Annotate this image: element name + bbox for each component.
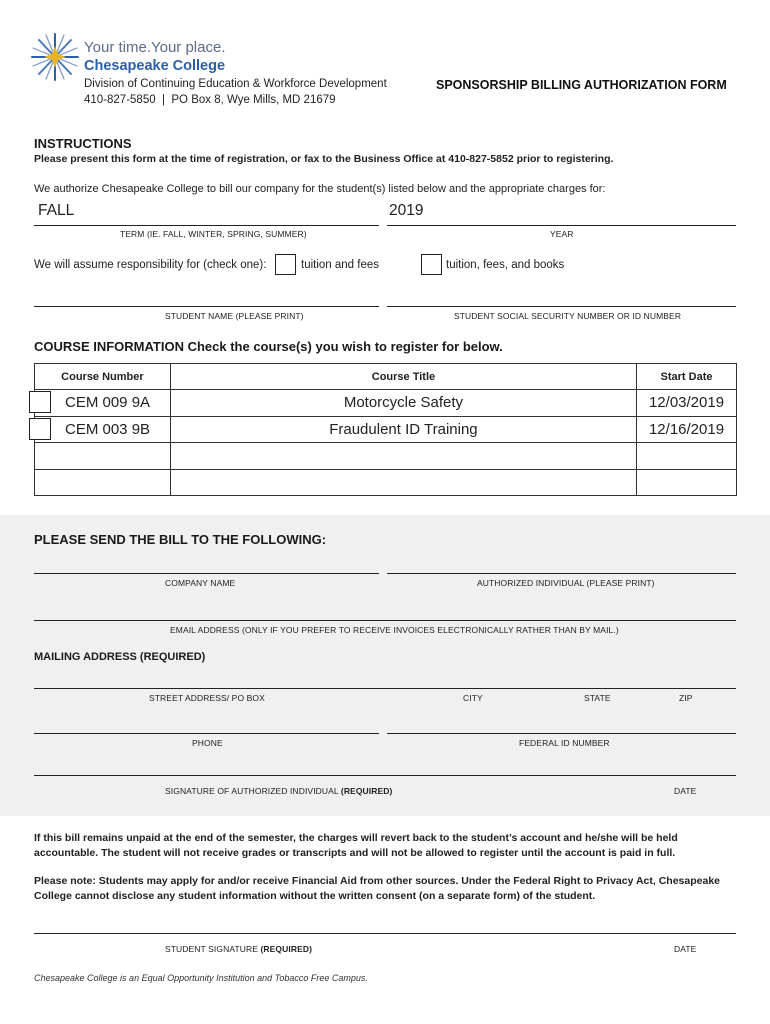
authorized-signature-required: (REQUIRED)	[340, 786, 393, 796]
authorized-signature-date-label: DATE	[674, 786, 697, 796]
logo-college-name: Chesapeake College	[84, 58, 226, 74]
college-logo	[30, 32, 80, 82]
zip-label: ZIP	[679, 693, 693, 703]
start-date-cell[interactable]: 12/03/2019	[637, 390, 737, 417]
year-line	[387, 225, 736, 226]
course-title-cell[interactable]: Motorcycle Safety	[170, 390, 636, 417]
table-row	[35, 469, 737, 496]
year-value[interactable]: 2019	[389, 202, 424, 219]
student-signature-label	[165, 944, 312, 954]
company-name-line	[34, 573, 379, 574]
column-header-course-number: Course Number	[35, 364, 171, 390]
authorized-signature-line	[34, 775, 736, 776]
table-row	[35, 443, 737, 470]
authorized-individual-label: AUTHORIZED INDIVIDUAL (PLEASE PRINT)	[477, 578, 655, 588]
footer-text: Chesapeake College is an Equal Opportunity Institution and Tobacco Free Campus.	[34, 973, 368, 983]
start-date-cell[interactable]: 12/16/2019	[637, 416, 737, 443]
phone-line	[34, 733, 379, 734]
course-info-heading: COURSE INFORMATION Check the course(s) you wish to register for below.	[34, 339, 503, 354]
billing-section	[0, 515, 770, 816]
division-name: Division of Continuing Education & Workforce Development	[84, 78, 387, 90]
email-line	[34, 620, 736, 621]
tuition-fees-books-option: tuition, fees, and books	[446, 259, 565, 271]
tuition-fees-checkbox[interactable]	[275, 254, 296, 275]
street-address-line	[34, 688, 736, 689]
student-signature-label-text: STUDENT SIGNATURE	[165, 944, 259, 954]
term-line	[34, 225, 379, 226]
company-name-label: COMPANY NAME	[165, 578, 236, 588]
form-title: SPONSORSHIP BILLING AUTHORIZATION FORM	[436, 78, 727, 92]
column-header-start-date: Start Date	[637, 364, 737, 390]
authorized-signature-label-text: SIGNATURE OF AUTHORIZED INDIVIDUAL	[165, 786, 339, 796]
student-ssn-label: STUDENT SOCIAL SECURITY NUMBER OR ID NUMBER	[454, 311, 682, 321]
responsibility-label: We will assume responsibility for (check one):	[34, 259, 267, 271]
phone-label: PHONE	[192, 738, 223, 748]
unpaid-notice: If this bill remains unpaid at the end of the semester, the charges will revert back to the student’s account and he/she will be held accountable. The student will not receive grades or transcripts and will not be allowed to register until the account is paid in full.	[34, 832, 678, 859]
mailing-address-heading: MAILING ADDRESS (REQUIRED)	[34, 651, 206, 663]
city-label: CITY	[463, 693, 483, 703]
federal-id-line	[387, 733, 736, 734]
student-name-label: STUDENT NAME (PLEASE PRINT)	[165, 311, 304, 321]
contact-info: 410-827-5850 | PO Box 8, Wye Mills, MD 21679	[84, 94, 336, 106]
course-checkbox-1[interactable]	[29, 391, 51, 413]
start-date-cell[interactable]	[637, 443, 737, 470]
student-signature-required: (REQUIRED)	[260, 944, 313, 954]
course-title-cell[interactable]	[170, 469, 636, 496]
authorize-text: We authorize Chesapeake College to bill our company for the student(s) listed below and the appropriate charges for:	[34, 183, 606, 195]
instructions-text: Please present this form at the time of registration, or fax to the Business Office at 410-827-5852 prior to registering.	[34, 153, 614, 165]
logo-tagline: Your time.Your place.	[84, 39, 226, 56]
table-row	[35, 416, 737, 443]
course-title-cell[interactable]: Fraudulent ID Training	[170, 416, 636, 443]
authorized-signature-label	[165, 786, 392, 796]
authorized-individual-line	[387, 573, 736, 574]
course-number-cell[interactable]: CEM 003 9B	[35, 416, 171, 443]
privacy-notice: Please note: Students may apply for and/or receive Financial Aid from other sources. Under the Federal Right to Privacy Act, Chesapeake College cannot disclose any student information without the written consent (on a separate form) of the student.	[34, 875, 721, 902]
course-table	[34, 363, 737, 496]
term-value[interactable]: FALL	[38, 202, 75, 219]
sunburst-logo-icon	[30, 32, 80, 82]
term-label: TERM (IE. FALL, WINTER, SPRING, SUMMER)	[120, 229, 307, 239]
tuition-fees-books-checkbox[interactable]	[421, 254, 442, 275]
federal-id-label: FEDERAL ID NUMBER	[519, 738, 610, 748]
course-table-header	[35, 364, 737, 390]
student-ssn-line	[387, 306, 736, 307]
billing-heading: PLEASE SEND THE BILL TO THE FOLLOWING:	[34, 532, 327, 547]
course-number-cell[interactable]	[35, 443, 171, 470]
street-address-label: STREET ADDRESS/ PO BOX	[149, 693, 265, 703]
course-number-cell[interactable]	[35, 469, 171, 496]
course-checkbox-2[interactable]	[29, 418, 51, 440]
course-number-cell[interactable]: CEM 009 9A	[35, 390, 171, 417]
student-signature-date-label: DATE	[674, 944, 697, 954]
year-label: YEAR	[550, 229, 574, 239]
student-name-line	[34, 306, 379, 307]
start-date-cell[interactable]	[637, 469, 737, 496]
tuition-fees-option: tuition and fees	[301, 259, 380, 271]
student-signature-line	[34, 933, 736, 934]
state-label: STATE	[584, 693, 611, 703]
email-label: EMAIL ADDRESS (ONLY IF YOU PREFER TO RECEIVE INVOICES ELECTRONICALLY RATHER THAN BY MAIL.)	[170, 625, 619, 635]
course-title-cell[interactable]	[170, 443, 636, 470]
table-row	[35, 390, 737, 417]
column-header-course-title: Course Title	[170, 364, 636, 390]
instructions-heading: INSTRUCTIONS	[34, 136, 132, 151]
